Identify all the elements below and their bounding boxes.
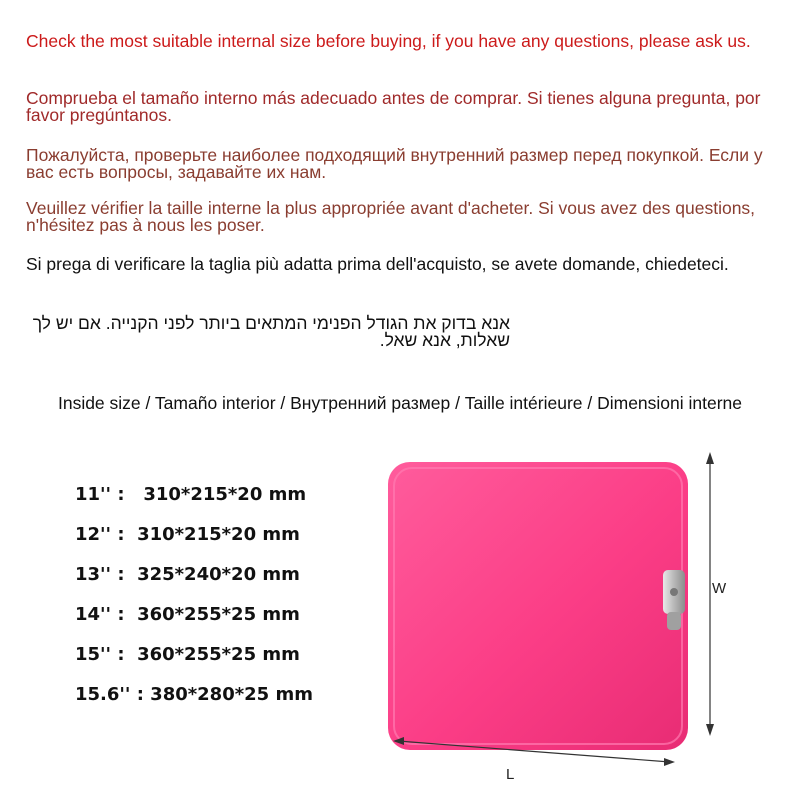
size-row-15: 15'' : 360*255*25 mm <box>75 644 300 665</box>
size-row-14: 14'' : 360*255*25 mm <box>75 604 300 625</box>
notice-hebrew: אנא בדוק את הגודל הפנימי המתאים ביותר לפני הקנייה. אם יש לך שאלות, אנא שאל. <box>32 313 510 350</box>
laptop-sleeve-image <box>370 440 740 790</box>
size-row-13: 13'' : 325*240*20 mm <box>75 564 300 585</box>
size-row-11: 11'' : 310*215*20 mm <box>75 484 307 505</box>
size-list <box>75 484 313 724</box>
inside-size-title: Inside size / Tamaño interior / Внутренний размер / Taille intérieure / Dimensioni interne <box>57 393 743 413</box>
sleeve-body <box>388 462 688 750</box>
notice-english: Check the most suitable internal size before buying, if you have any questions, please ask us. <box>26 31 751 51</box>
size-row-12: 12'' : 310*215*20 mm <box>75 524 300 545</box>
length-label: L <box>506 766 515 783</box>
width-label: W <box>712 580 727 597</box>
notice-russian: Пожалуйста, проверьте наиболее подходящий внутренний размер перед покупкой. Если у вас есть вопросы, задавайте их нам. <box>26 145 763 182</box>
notice-italian: Si prega di verificare la taglia più adatta prima dell'acquisto, se avete domande, chiedeteci. <box>26 254 729 274</box>
notice-spanish: Comprueba el tamaño interno más adecuado antes de comprar. Si tienes alguna pregunta, por favor pregúntanos. <box>26 88 761 125</box>
notice-french: Veuillez vérifier la taille interne la plus appropriée avant d'acheter. Si vous avez des questions, n'hésitez pas à nous les poser. <box>26 198 756 235</box>
size-row-15-6: 15.6'' : 380*280*25 mm <box>75 684 313 705</box>
